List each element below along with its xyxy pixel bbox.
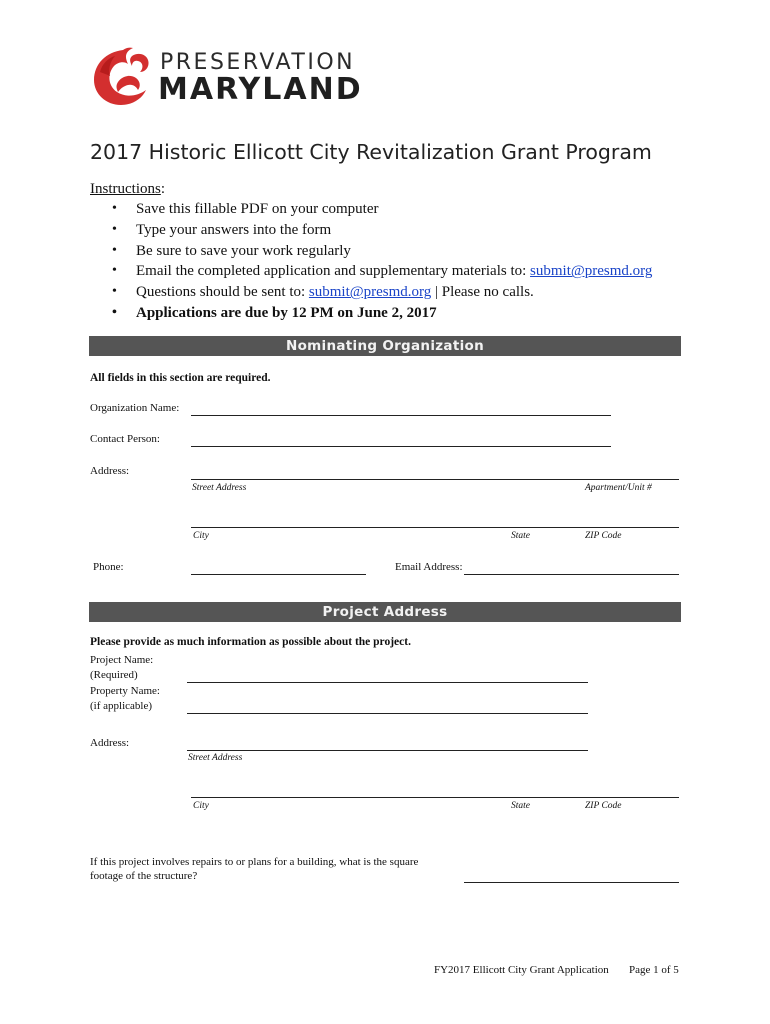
- project-city-state-zip-field[interactable]: [191, 797, 679, 798]
- logo-text-maryland: MARYLAND: [158, 72, 363, 107]
- email-address-label: Email Address:: [395, 561, 463, 573]
- page-title: 2017 Historic Ellicott City Revitalization Grant Program: [90, 140, 652, 164]
- project-street-caption: Street Address: [188, 753, 243, 763]
- square-footage-field[interactable]: [464, 882, 679, 883]
- property-name-label: Property Name:: [90, 685, 160, 697]
- zip-caption: ZIP Code: [585, 531, 622, 541]
- sqft-question-line2: footage of the structure?: [90, 870, 198, 882]
- email-address-field[interactable]: [464, 574, 679, 575]
- section-header-nominating-organization: Nominating Organization: [89, 336, 681, 356]
- list-item: • Be sure to save your work regularly: [90, 241, 730, 262]
- questions-email-link[interactable]: submit@presmd.org: [308, 284, 432, 301]
- project-name-required: (Required): [90, 669, 138, 681]
- list-item-deadline: • Applications are due by 12 PM on June 2, 2017: [90, 303, 730, 324]
- list-item: • Type your answers into the form: [90, 220, 730, 241]
- sqft-question-line1: If this project involves repairs to or plans for a building, what is the square: [90, 856, 419, 868]
- property-name-field[interactable]: [187, 713, 588, 714]
- phoenix-icon: [94, 48, 149, 105]
- project-state-caption: State: [511, 801, 530, 811]
- project-address-label: Address:: [90, 737, 130, 749]
- email-link[interactable]: submit@presmd.org: [530, 263, 653, 280]
- street-address-field[interactable]: [191, 479, 679, 480]
- list-item: • Email the completed application and supplementary materials to: submit@presmd.org: [90, 261, 730, 282]
- contact-person-label: Contact Person:: [90, 433, 160, 445]
- footer-page-number: Page 1 of 5: [629, 964, 679, 976]
- project-name-label: Project Name:: [90, 654, 154, 666]
- address-label: Address:: [90, 465, 130, 477]
- list-item: • Save this fillable PDF on your computer: [90, 199, 730, 220]
- street-address-caption: Street Address: [192, 483, 247, 493]
- property-name-sub: (if applicable): [90, 700, 152, 712]
- list-item: • Questions should be sent to: submit@presmd.org | Please no calls.: [90, 282, 730, 303]
- project-street-address-field[interactable]: [187, 750, 588, 751]
- apt-unit-caption: Apartment/Unit #: [585, 483, 652, 493]
- org-name-label: Organization Name:: [90, 402, 180, 414]
- section-header-project-address: Project Address: [89, 602, 681, 622]
- contact-person-field[interactable]: [191, 446, 611, 447]
- project-city-caption: City: [193, 801, 209, 811]
- phone-field[interactable]: [191, 574, 366, 575]
- state-caption: State: [511, 531, 530, 541]
- project-zip-caption: ZIP Code: [585, 801, 622, 811]
- logo-text-preservation: PRESERVATION: [160, 50, 356, 75]
- instructions-list: [90, 199, 730, 324]
- footer-doc-name: FY2017 Ellicott City Grant Application: [434, 964, 609, 976]
- section-note: Please provide as much information as possible about the project.: [90, 636, 411, 648]
- project-name-field[interactable]: [187, 682, 588, 683]
- section-note: All fields in this section are required.: [90, 372, 271, 384]
- city-caption: City: [193, 531, 209, 541]
- org-name-field[interactable]: [191, 415, 611, 416]
- instructions-heading: Instructions:: [90, 181, 165, 197]
- phone-label: Phone:: [93, 561, 124, 573]
- city-state-zip-field[interactable]: [191, 527, 679, 528]
